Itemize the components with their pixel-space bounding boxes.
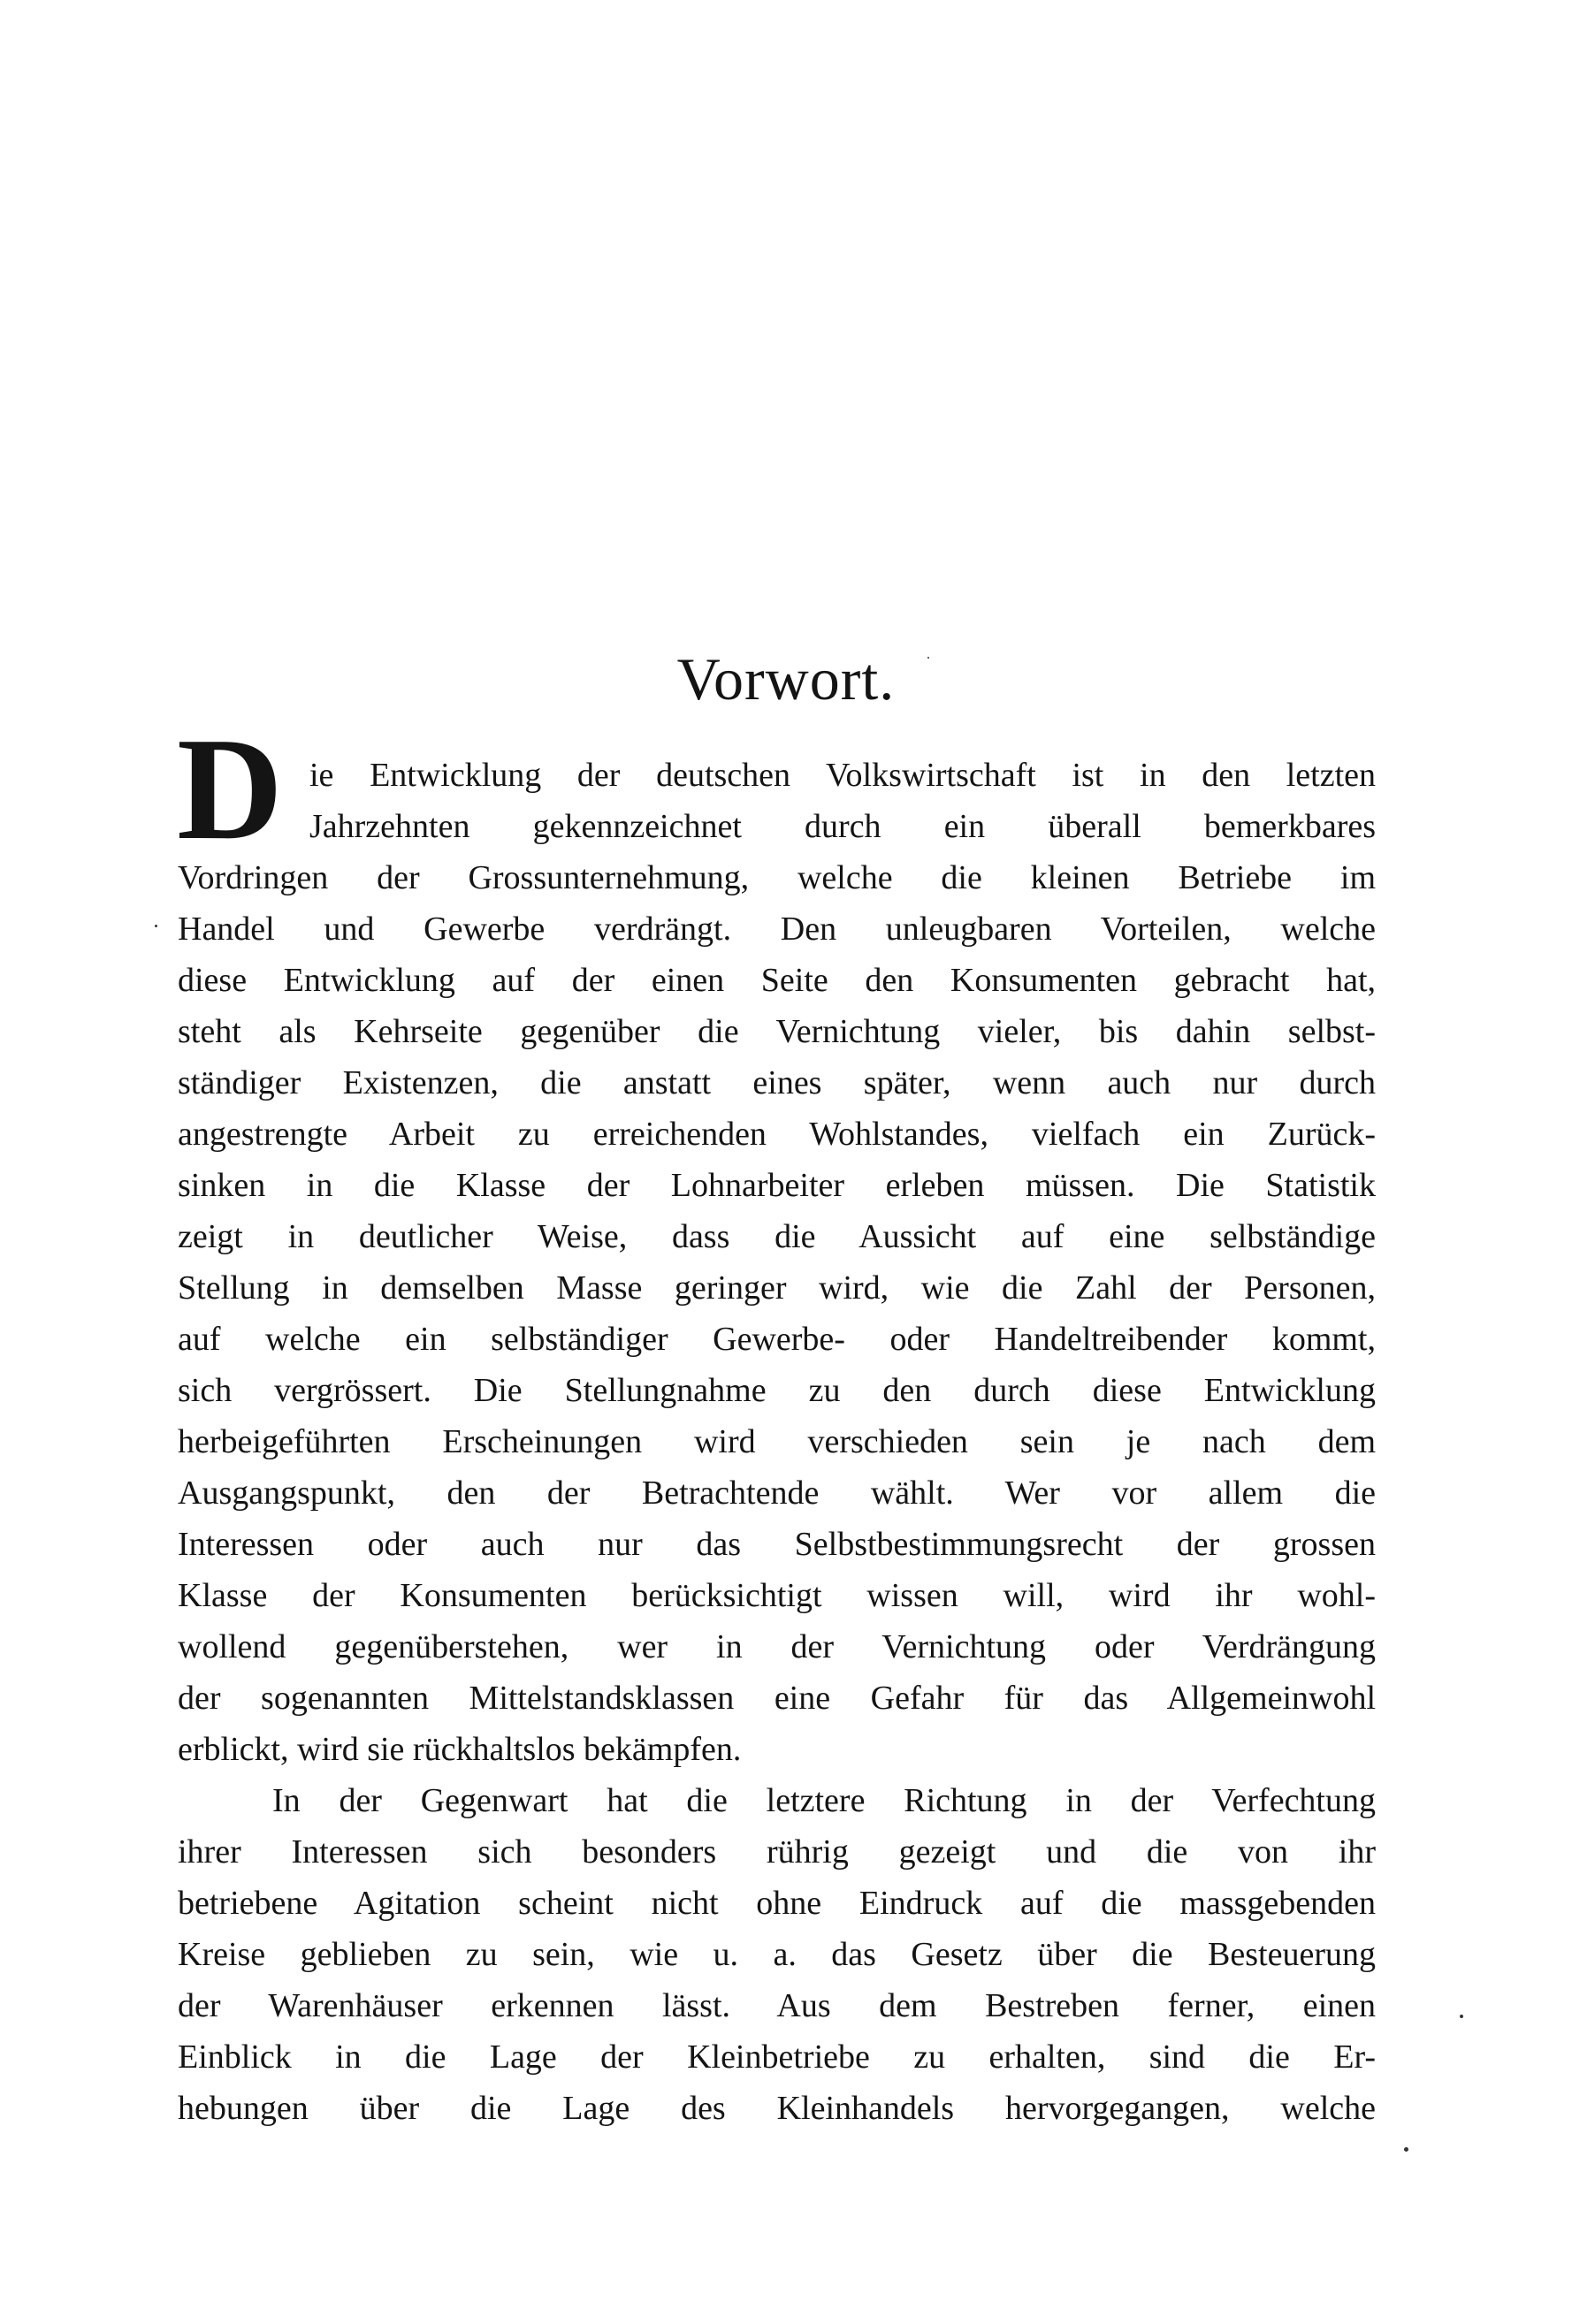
text-line: herbeigeführten Erscheinungen wird verschieden sein je nach dem [178, 1423, 1376, 1460]
text-line: auf welche ein selbständiger Gewerbe- oder Handeltreibender kommt, [178, 1321, 1376, 1358]
scan-speck [1460, 2015, 1463, 2018]
scan-speck [1404, 2147, 1408, 2152]
text-line: steht als Kehrseite gegenüber die Vernichtung vieler, bis dahin selbst- [178, 1013, 1376, 1050]
text-line: der Warenhäuser erkennen lässt. Aus dem Bestreben ferner, einen [178, 1987, 1376, 2024]
text-line: In der Gegenwart hat die letztere Richtung in der Verfechtung [272, 1782, 1376, 1819]
text-line: Handel und Gewerbe verdrängt. Den unleugbaren Vorteilen, welche [178, 911, 1376, 948]
text-line: Ausgangspunkt, den der Betrachtende wählt. Wer vor allem die [178, 1474, 1376, 1512]
text-line: erblickt, wird sie rückhaltslos bekämpfen. [178, 1731, 742, 1768]
text-line: Jahrzehnten gekennzeichnet durch ein überall bemerkbares [309, 808, 1376, 845]
text-line: ständiger Existenzen, die anstatt eines später, wenn auch nur durch [178, 1064, 1376, 1101]
text-line: Einblick in die Lage der Kleinbetriebe zu erhalten, sind die Er- [178, 2038, 1376, 2076]
text-line: wollend gegenüberstehen, wer in der Vernichtung oder Verdrängung [178, 1628, 1376, 1665]
text-line: Vordringen der Grossunternehmung, welche die kleinen Betriebe im [178, 859, 1376, 896]
paragraph-2 [178, 1775, 1376, 2134]
page-title: Vorwort. [676, 645, 896, 712]
text-line: sich vergrössert. Die Stellungnahme zu den durch diese Entwicklung [178, 1372, 1376, 1409]
text-line: der sogenannten Mittelstandsklassen eine Gefahr für das Allgemeinwohl [178, 1680, 1376, 1717]
drop-cap: D [177, 707, 283, 870]
scan-speck [155, 925, 157, 927]
text-line: Interessen oder auch nur das Selbstbestimmungsrecht der grossen [178, 1526, 1376, 1563]
body-text [178, 750, 1376, 2134]
text-line: betriebene Agitation scheint nicht ohne Eindruck auf die massgebenden [178, 1885, 1376, 1922]
scan-speck [927, 657, 929, 659]
text-line: Klasse der Konsumenten berücksichtigt wissen will, wird ihr wohl- [178, 1577, 1376, 1614]
text-line: Stellung in demselben Masse geringer wird, wie die Zahl der Personen, [178, 1269, 1376, 1307]
text-line: angestrengte Arbeit zu erreichenden Wohlstandes, vielfach ein Zurück- [178, 1116, 1376, 1153]
text-line: hebungen über die Lage des Kleinhandels hervorgegangen, welche [178, 2090, 1376, 2127]
text-line: ihrer Interessen sich besonders rührig gezeigt und die von ihr [178, 1833, 1376, 1871]
paragraph-1 [178, 750, 1376, 1775]
text-line: Kreise geblieben zu sein, wie u. a. das Gesetz über die Besteuerung [178, 1936, 1376, 1973]
text-line: diese Entwicklung auf der einen Seite den Konsumenten gebracht hat, [178, 962, 1376, 999]
text-line: zeigt in deutlicher Weise, dass die Aussicht auf eine selbständige [178, 1218, 1376, 1255]
text-line: sinken in die Klasse der Lohnarbeiter erleben müssen. Die Statistik [178, 1167, 1376, 1204]
text-line: ie Entwicklung der deutschen Volkswirtschaft ist in den letzten [309, 757, 1376, 794]
